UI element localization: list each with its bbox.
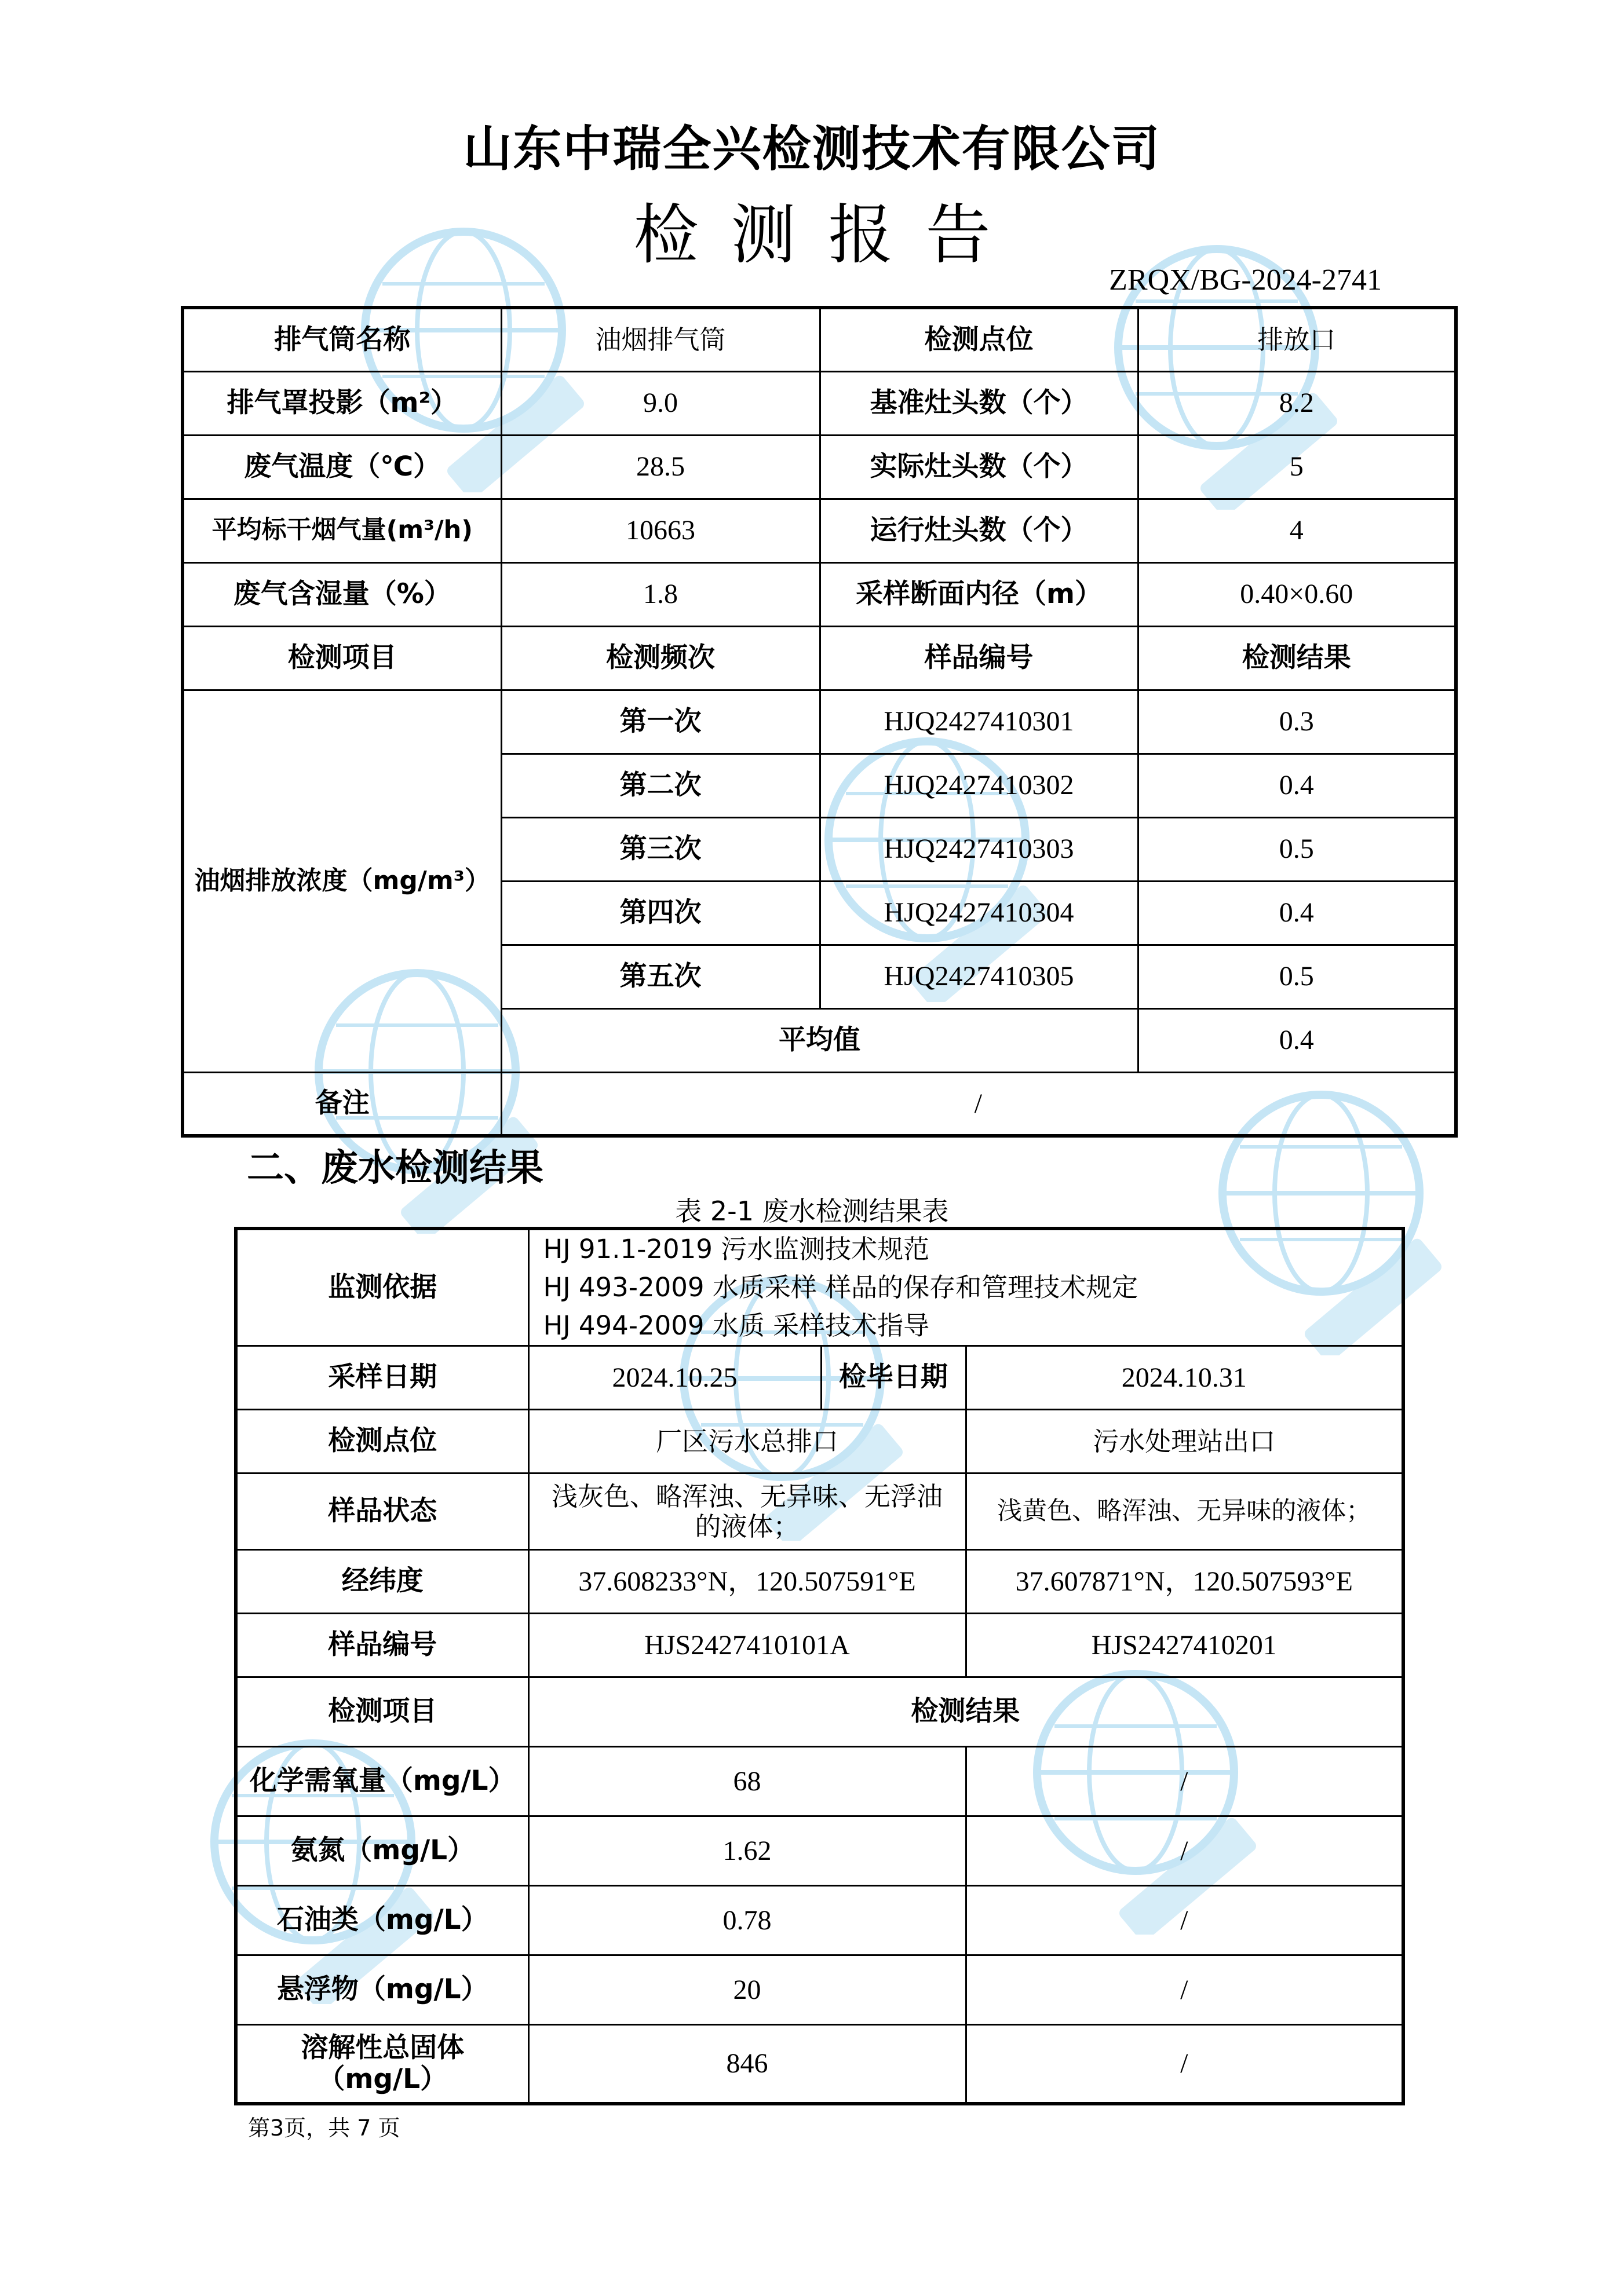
- table-row: [236, 2025, 1403, 2104]
- sample-frequency: 第五次: [501, 945, 820, 1008]
- average-label: 平均值: [501, 1008, 1138, 1072]
- table-header-row: [183, 626, 1456, 690]
- result-value: /: [966, 1747, 1403, 1816]
- sample-frequency: 第四次: [501, 881, 820, 945]
- field-value: 0.40×0.60: [1138, 562, 1456, 626]
- sampling-date: 2024.10.25: [528, 1346, 821, 1410]
- sample-frequency: 第三次: [501, 817, 820, 881]
- column-header: 检测结果: [528, 1677, 1403, 1747]
- field-value: 28.5: [501, 435, 820, 499]
- test-item: 化学需氧量（mg/L）: [236, 1747, 528, 1816]
- result-value: 20: [528, 1955, 966, 2025]
- table-row: [236, 1346, 1403, 1410]
- column-header: 检测结果: [1138, 626, 1456, 690]
- test-item: 溶解性总固体（mg/L）: [236, 2025, 528, 2104]
- column-header: 检测频次: [501, 626, 820, 690]
- table-row: [183, 371, 1456, 435]
- sample-frequency: 第一次: [501, 690, 820, 754]
- basis-label: 监测依据: [236, 1229, 528, 1346]
- table-row: [236, 1886, 1403, 1955]
- field-value: 8.2: [1138, 371, 1456, 435]
- field-label: 实际灶头数（个）: [820, 435, 1138, 499]
- sample-result: 0.4: [1138, 754, 1456, 817]
- sample-id: HJQ2427410305: [820, 945, 1138, 1008]
- sample-result: 0.4: [1138, 881, 1456, 945]
- table-row: [183, 562, 1456, 626]
- result-value: 1.62: [528, 1816, 966, 1886]
- table-row: [236, 1614, 1403, 1677]
- average-value: 0.4: [1138, 1008, 1456, 1072]
- field-label: 运行灶头数（个）: [820, 499, 1138, 562]
- column-header: 样品编号: [820, 626, 1138, 690]
- table-row: [236, 1816, 1403, 1886]
- test-item: 悬浮物（mg/L）: [236, 1955, 528, 2025]
- sample-result: 0.5: [1138, 945, 1456, 1008]
- exhaust-result-table: [181, 306, 1458, 1138]
- point-value: 厂区污水总排口: [528, 1410, 966, 1474]
- field-value: 9.0: [501, 371, 820, 435]
- field-label: 废气含湿量（%）: [183, 562, 501, 626]
- table-row: [183, 308, 1456, 371]
- table-row: [183, 1072, 1456, 1136]
- table-row: [183, 435, 1456, 499]
- result-value: /: [966, 1886, 1403, 1955]
- field-value: 排放口: [1138, 308, 1456, 371]
- basis-item: HJ 91.1-2019 污水监测技术规范: [543, 1234, 930, 1264]
- sampling-date-label: 采样日期: [236, 1346, 528, 1410]
- result-value: /: [966, 1955, 1403, 2025]
- state-value: 浅黄色、略浑浊、无异味的液体；: [966, 1474, 1403, 1550]
- coord-value: 37.608233°N，120.507591°E: [528, 1550, 966, 1614]
- field-label: 排气罩投影（m²）: [183, 371, 501, 435]
- result-value: 0.78: [528, 1886, 966, 1955]
- table-row: [183, 690, 1456, 754]
- page-number: 第3页，共 7 页: [248, 2115, 400, 2141]
- column-header: 检测项目: [236, 1677, 528, 1747]
- sample-result: 0.5: [1138, 817, 1456, 881]
- result-value: /: [966, 1816, 1403, 1886]
- test-item: 石油类（mg/L）: [236, 1886, 528, 1955]
- remark-label: 备注: [183, 1072, 501, 1136]
- sample-id-label: 样品编号: [236, 1614, 528, 1677]
- sample-id: HJQ2427410304: [820, 881, 1138, 945]
- wastewater-result-table: [234, 1227, 1405, 2105]
- coord-label: 经纬度: [236, 1550, 528, 1614]
- point-value: 污水处理站出口: [966, 1410, 1403, 1474]
- finish-date: 2024.10.31: [966, 1346, 1403, 1410]
- table-row: [236, 1550, 1403, 1614]
- field-label: 平均标干烟气量(m³/h): [183, 499, 501, 562]
- field-label: 基准灶头数（个）: [820, 371, 1138, 435]
- result-value: 68: [528, 1747, 966, 1816]
- point-label: 检测点位: [236, 1410, 528, 1474]
- report-number: ZRQX/BG-2024-2741: [1109, 264, 1382, 297]
- sample-id: HJQ2427410302: [820, 754, 1138, 817]
- test-item: 油烟排放浓度（mg/m³）: [183, 690, 501, 1072]
- table-row: [183, 499, 1456, 562]
- basis-list: [528, 1229, 1403, 1346]
- table-row: [236, 1474, 1403, 1550]
- basis-item: HJ 493-2009 水质采样 样品的保存和管理技术规定: [543, 1272, 1138, 1303]
- section-heading: 二、废水检测结果: [247, 1147, 543, 1190]
- table-caption: 表 2-1 废水检测结果表: [675, 1195, 949, 1227]
- coord-value: 37.607871°N，120.507593°E: [966, 1550, 1403, 1614]
- field-value: 4: [1138, 499, 1456, 562]
- sample-id: HJS2427410201: [966, 1614, 1403, 1677]
- sample-id: HJQ2427410303: [820, 817, 1138, 881]
- state-label: 样品状态: [236, 1474, 528, 1550]
- field-value: 5: [1138, 435, 1456, 499]
- field-label: 排气筒名称: [183, 308, 501, 371]
- sample-frequency: 第二次: [501, 754, 820, 817]
- table-row: [236, 1229, 1403, 1346]
- table-row: [236, 1955, 1403, 2025]
- column-header: 检测项目: [183, 626, 501, 690]
- sample-result: 0.3: [1138, 690, 1456, 754]
- report-title: 检测报告: [633, 198, 1023, 273]
- state-value: 浅灰色、略浑浊、无异味、无浮油的液体；: [528, 1474, 966, 1550]
- finish-date-label: 检毕日期: [821, 1346, 966, 1410]
- field-value: 10663: [501, 499, 820, 562]
- company-name: 山东中瑞全兴检测技术有限公司: [463, 120, 1161, 177]
- test-item: 氨氮（mg/L）: [236, 1816, 528, 1886]
- field-label: 检测点位: [820, 308, 1138, 371]
- result-value: 846: [528, 2025, 966, 2104]
- field-label: 采样断面内径（m）: [820, 562, 1138, 626]
- field-value: 油烟排气筒: [501, 308, 820, 371]
- remark-value: /: [501, 1072, 1456, 1136]
- sample-id: HJQ2427410301: [820, 690, 1138, 754]
- table-row: [236, 1747, 1403, 1816]
- table-row: [236, 1410, 1403, 1474]
- basis-item: HJ 494-2009 水质 采样技术指导: [543, 1310, 930, 1341]
- result-value: /: [966, 2025, 1403, 2104]
- field-label: 废气温度（℃）: [183, 435, 501, 499]
- field-value: 1.8: [501, 562, 820, 626]
- sample-id: HJS2427410101A: [528, 1614, 966, 1677]
- table-header-row: [236, 1677, 1403, 1747]
